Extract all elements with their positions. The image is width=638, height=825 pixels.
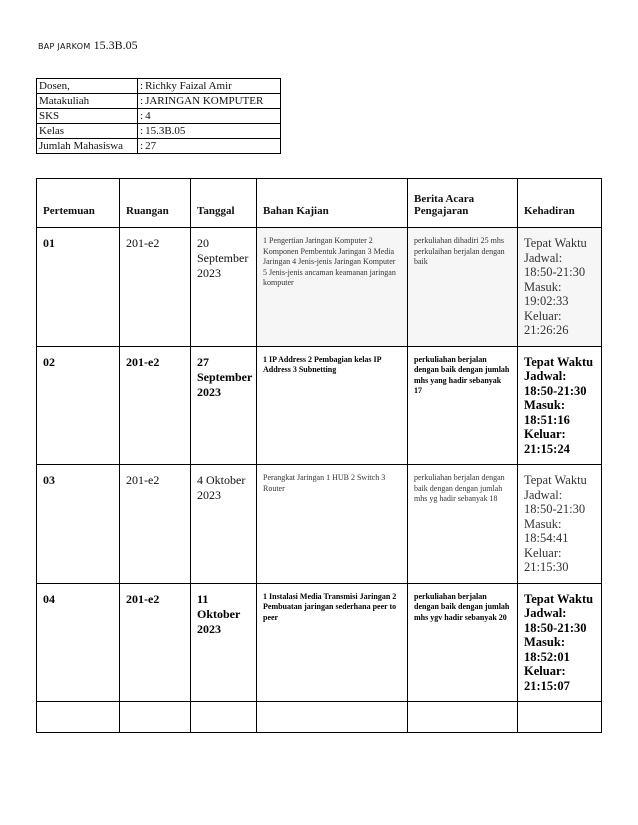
cell-kehadiran bbox=[518, 583, 602, 702]
cell-berita-acara: perkuliahan berjalan dengan baik dengan dengan jumlah mhs yg hadir sebanyak 18 bbox=[408, 465, 518, 584]
cell-pertemuan: 03 bbox=[37, 465, 120, 584]
info-row bbox=[37, 124, 281, 139]
kehadiran-masuk: 19:02:33 bbox=[524, 294, 569, 308]
info-row bbox=[37, 109, 281, 124]
table-header-row bbox=[37, 179, 602, 228]
attendance-table bbox=[36, 178, 602, 733]
header-pertemuan: Pertemuan bbox=[37, 179, 120, 228]
cell-bahan-kajian: 1 IP Address 2 Pembagian kelas IP Address 3 Subnetting bbox=[257, 346, 408, 465]
cell-tanggal: 4 Oktober 2023 bbox=[191, 465, 257, 584]
kehadiran-jadwal-label: Jadwal: bbox=[524, 250, 563, 265]
kehadiran-keluar: 21:26:26 bbox=[524, 323, 569, 337]
table-row bbox=[37, 465, 602, 584]
info-row bbox=[37, 139, 281, 154]
cell-kehadiran bbox=[518, 465, 602, 584]
kehadiran-keluar: 21:15:07 bbox=[524, 678, 570, 693]
empty-cell bbox=[37, 702, 120, 733]
kehadiran-status: Tepat Waktu bbox=[524, 236, 587, 250]
cell-berita-acara: perkuliahan berjalan dengan baik dengan jumlah mhs ygv hadir sebanyak 20 bbox=[408, 583, 518, 702]
kehadiran-masuk-label: Masuk: bbox=[524, 516, 562, 531]
empty-cell bbox=[518, 702, 602, 733]
info-value: 15.3B.05 bbox=[145, 125, 186, 137]
table-row bbox=[37, 583, 602, 702]
kehadiran-masuk-label: Masuk: bbox=[524, 635, 565, 649]
header-ruangan: Ruangan bbox=[120, 179, 191, 228]
document-title bbox=[38, 38, 138, 53]
kehadiran-keluar-label: Keluar: bbox=[524, 664, 566, 678]
kehadiran-keluar-label: Keluar: bbox=[524, 427, 566, 441]
header-bahan-kajian: Bahan Kajian bbox=[257, 179, 408, 228]
kehadiran-masuk: 18:52:01 bbox=[524, 649, 570, 664]
info-label: Jumlah Mahasiswa bbox=[37, 139, 138, 154]
cell-ruangan: 201-e2 bbox=[120, 583, 191, 702]
cell-ruangan: 201-e2 bbox=[120, 465, 191, 584]
table-row bbox=[37, 346, 602, 465]
cell-berita-acara: perkuliahan berjalan dengan baik dengan jumlah mhs yang hadir sebanyak 17 bbox=[408, 346, 518, 465]
empty-cell bbox=[257, 702, 408, 733]
info-label: Matakuliah bbox=[37, 94, 138, 109]
empty-cell bbox=[120, 702, 191, 733]
info-row bbox=[37, 79, 281, 94]
cell-berita-acara: perkuliahan dihadiri 25 mhs perkulaihan berjalan dengan baik bbox=[408, 228, 518, 347]
kehadiran-masuk: 18:54:41 bbox=[524, 531, 569, 545]
kehadiran-keluar: 21:15:30 bbox=[524, 560, 569, 574]
empty-cell bbox=[408, 702, 518, 733]
header-berita-acara: Berita Acara Pengajaran bbox=[408, 179, 518, 228]
kehadiran-status: Tepat Waktu bbox=[524, 591, 594, 606]
table-row bbox=[37, 228, 602, 347]
cell-kehadiran bbox=[518, 228, 602, 347]
cell-pertemuan: 01 bbox=[37, 228, 120, 347]
empty-cell bbox=[191, 702, 257, 733]
info-label: SKS bbox=[37, 109, 138, 124]
cell-ruangan: 201-e2 bbox=[120, 228, 191, 347]
cell-kehadiran bbox=[518, 346, 602, 465]
cell-tanggal: 27 September 2023 bbox=[191, 346, 257, 465]
kehadiran-jadwal: 18:50-21:30 bbox=[524, 502, 586, 516]
info-value-cell: : Richky Faizal Amir bbox=[138, 79, 281, 94]
cell-tanggal: 11 Oktober 2023 bbox=[191, 583, 257, 702]
kehadiran-jadwal-label: Jadwal: bbox=[524, 369, 567, 383]
kehadiran-masuk: 18:51:16 bbox=[524, 412, 570, 427]
info-value-cell: : 15.3B.05 bbox=[138, 124, 281, 139]
cell-ruangan: 201-e2 bbox=[120, 346, 191, 465]
title-code: 15.3B.05 bbox=[93, 38, 138, 52]
kehadiran-keluar: 21:15:24 bbox=[524, 441, 570, 456]
kehadiran-jadwal: 18:50-21:30 bbox=[524, 265, 586, 279]
header-kehadiran: Kehadiran bbox=[518, 179, 602, 228]
cell-bahan-kajian: 1 Pengertian Jaringan Komputer 2 Komponen Pembentuk Jaringan 3 Media Jaringan 4 Jenis-jenis Jaringan Komputer 5 Jenis-jenis ancaman keamanan jaringan komputer bbox=[257, 228, 408, 347]
cell-bahan-kajian: Perangkat Jaringan 1 HUB 2 Switch 3 Router bbox=[257, 465, 408, 584]
kehadiran-status: Tepat Waktu bbox=[524, 354, 594, 369]
kehadiran-jadwal-label: Jadwal: bbox=[524, 487, 563, 502]
info-value-cell: : 4 bbox=[138, 109, 281, 124]
info-value: 4 bbox=[145, 110, 151, 122]
info-value-cell: : JARINGAN KOMPUTER bbox=[138, 94, 281, 109]
info-value: JARINGAN KOMPUTER bbox=[145, 95, 264, 107]
kehadiran-masuk-label: Masuk: bbox=[524, 279, 562, 294]
title-prefix: BAP JARKOM bbox=[38, 42, 91, 51]
header-tanggal: Tanggal bbox=[191, 179, 257, 228]
info-table bbox=[36, 78, 281, 154]
info-label: Dosen, bbox=[37, 79, 138, 94]
info-value: Richky Faizal Amir bbox=[145, 80, 232, 92]
info-row bbox=[37, 94, 281, 109]
kehadiran-status: Tepat Waktu bbox=[524, 473, 587, 487]
kehadiran-keluar-label: Keluar: bbox=[524, 308, 562, 323]
kehadiran-jadwal: 18:50-21:30 bbox=[524, 620, 587, 635]
cell-tanggal: 20 September 2023 bbox=[191, 228, 257, 347]
kehadiran-jadwal: 18:50-21:30 bbox=[524, 383, 587, 398]
kehadiran-keluar-label: Keluar: bbox=[524, 545, 562, 560]
info-value-cell: : 27 bbox=[138, 139, 281, 154]
cell-pertemuan: 04 bbox=[37, 583, 120, 702]
cell-pertemuan: 02 bbox=[37, 346, 120, 465]
info-value: 27 bbox=[145, 140, 157, 152]
table-row-empty bbox=[37, 702, 602, 733]
info-label: Kelas bbox=[37, 124, 138, 139]
kehadiran-masuk-label: Masuk: bbox=[524, 398, 565, 412]
kehadiran-jadwal-label: Jadwal: bbox=[524, 606, 567, 620]
cell-bahan-kajian: 1 Instalasi Media Transmisi Jaringan 2 Pembuatan jaringan sederhana peer to peer bbox=[257, 583, 408, 702]
